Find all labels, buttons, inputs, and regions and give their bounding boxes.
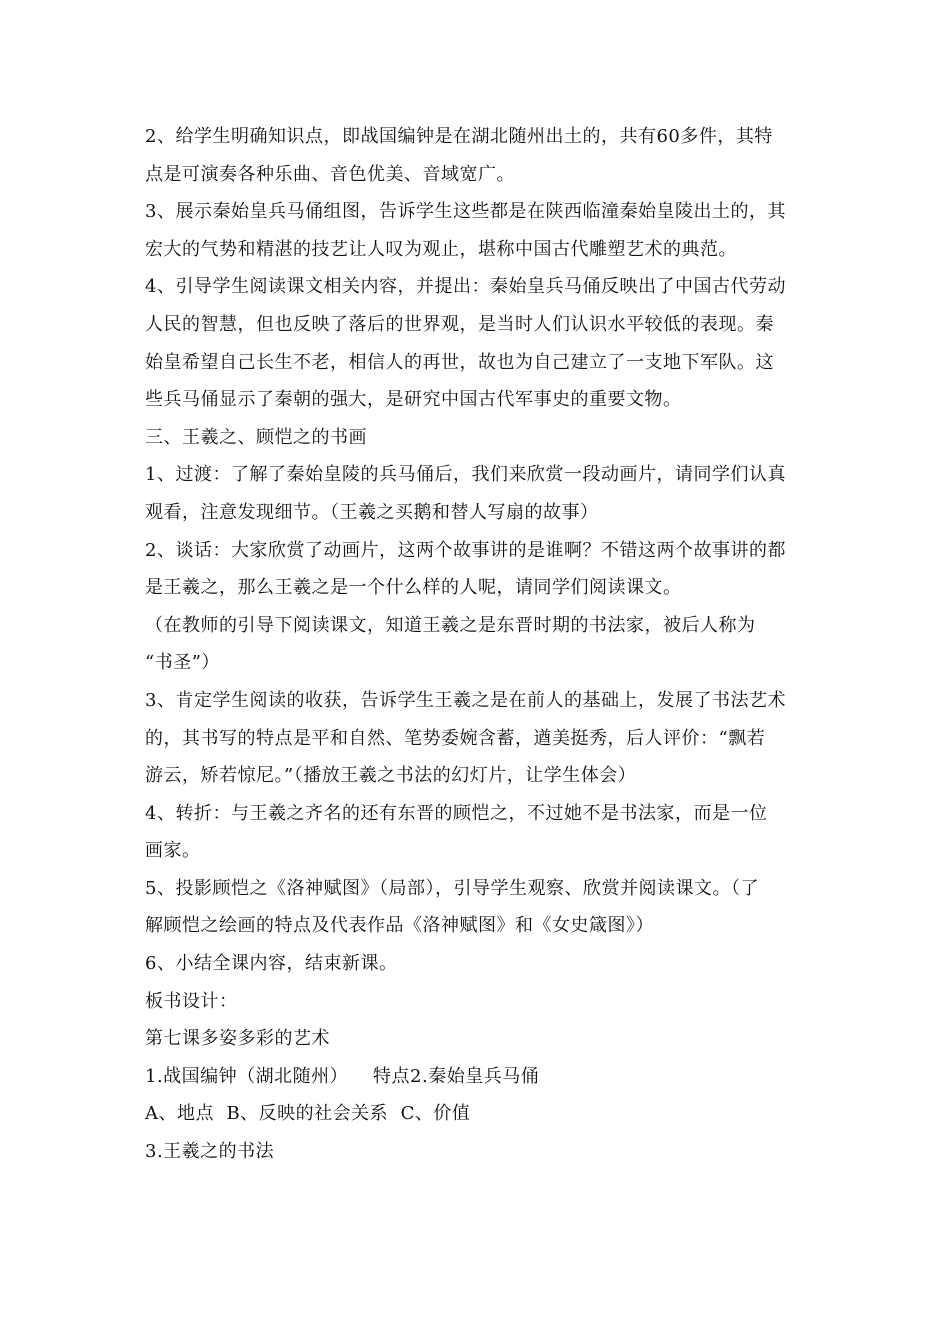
text-line: 点是可演奏各种乐曲、音色优美、音域宽广。 (145, 163, 515, 185)
text-line: 始皇希望自己长生不老，相信人的再世，故也为自己建立了一支地下军队。这 (145, 351, 774, 373)
text-line: 4、转折：与王羲之齐名的还有东晋的顾恺之，不过她不是书法家，而是一位 (145, 802, 768, 824)
text-line: 6、小结全课内容，结束新课。 (145, 953, 398, 975)
text-line: 的，其书写的特点是平和自然、笔势委婉含蓄，遒美挺秀，后人评价：“飘若 (145, 727, 766, 749)
text-line: 解顾恺之绘画的特点及代表作品《洛神赋图》和《女史箴图》） (145, 915, 654, 937)
text-line: 2、给学生明确知识点，即战国编钟是在湖北随州出土的，共有60多件，其特 (145, 126, 773, 147)
text-line: 4、引导学生阅读课文相关内容，并提出：秦始皇兵马俑反映出了中国古代劳动 (145, 276, 786, 298)
text-line: 些兵马俑显示了秦朝的强大，是研究中国古代军事史的重要文物。 (145, 389, 682, 411)
text-line: 3、展示秦始皇兵马俑组图，告诉学生这些都是在陕西临潼秦始皇陵出土的，其 (145, 201, 786, 223)
document-body (145, 118, 815, 1171)
board-item: 1.战国编钟（湖北随州） 特点2.秦始皇兵马俑 (145, 1065, 540, 1087)
text-line: 画家。 (145, 840, 201, 862)
text-line: 宏大的气势和精湛的技艺让人叹为观止，堪称中国古代雕塑艺术的典范。 (145, 238, 737, 260)
text-line: 1、过渡：了解了秦始皇陵的兵马俑后，我们来欣赏一段动画片，请同学们认真 (145, 464, 786, 486)
board-item: 3.王羲之的书法 (145, 1141, 275, 1163)
text-line: 2、谈话：大家欣赏了动画片，这两个故事讲的是谁啊？不错这两个故事讲的都 (145, 539, 786, 561)
text-line: 5、投影顾恺之《洛神赋图》（局部），引导学生观察、欣赏并阅读课文。（了 (145, 877, 759, 899)
text-line: （在教师的引导下阅读课文，知道王羲之是东晋时期的书法家，被后人称为 (145, 614, 756, 636)
text-line: “书圣”） (145, 652, 220, 674)
text-line: 游云，矫若惊尼。”（播放王羲之书法的幻灯片，让学生体会） (145, 765, 637, 787)
text-line: 人民的智慧，但也反映了落后的世界观，是当时人们认识水平较低的表现。秦 (145, 313, 774, 335)
board-design-heading: 板书设计： (145, 990, 238, 1012)
board-title: 第七课多姿多彩的艺术 (145, 1028, 330, 1050)
text-line: 3、肯定学生阅读的收获，告诉学生王羲之是在前人的基础上，发展了书法艺术 (145, 689, 786, 711)
text-line: 是王羲之，那么王羲之是一个什么样的人呢，请同学们阅读课文。 (145, 577, 682, 599)
section-heading: 三、王羲之、顾恺之的书画 (145, 426, 367, 448)
board-item: A、地点 B、反映的社会关系 C、价值 (145, 1103, 471, 1125)
text-line: 观看，注意发现细节。（王羲之买鹅和替人写扇的故事） (145, 501, 599, 523)
